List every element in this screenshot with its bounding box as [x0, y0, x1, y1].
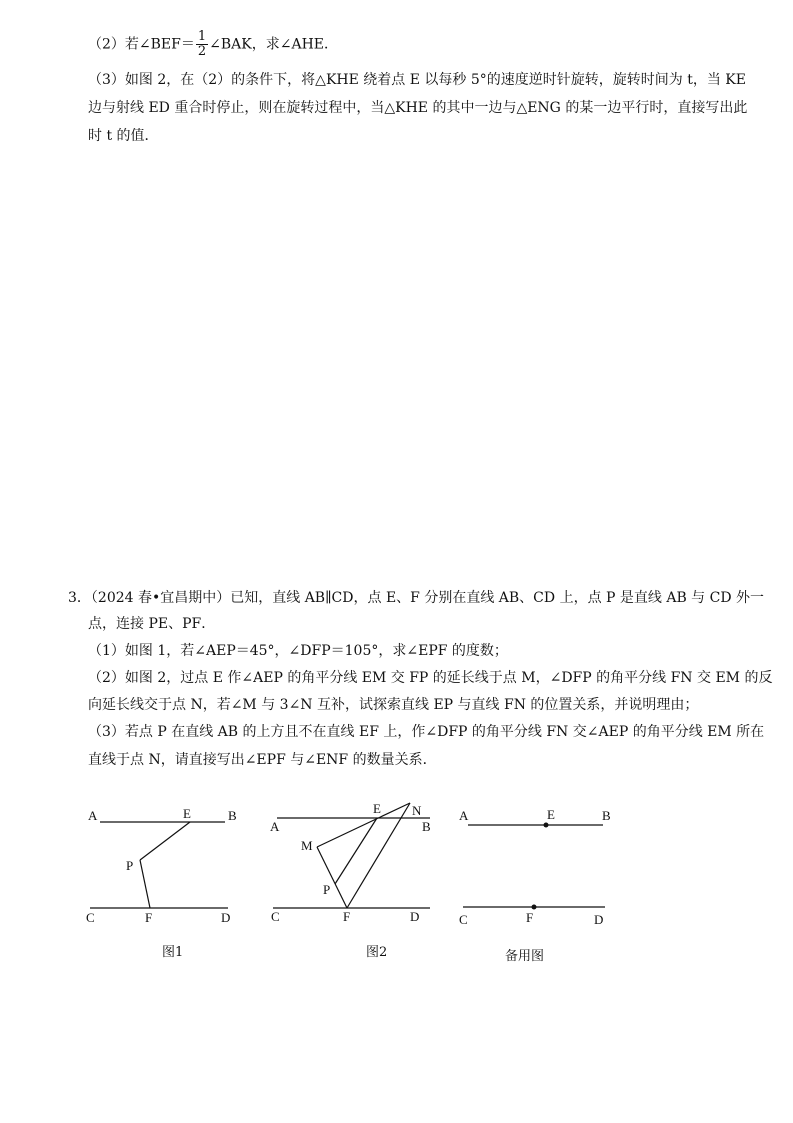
segment-fn — [347, 803, 410, 908]
label-f: F — [526, 910, 534, 925]
label-a: A — [88, 808, 98, 823]
label-c: C — [271, 909, 280, 924]
segment-mn — [317, 803, 410, 847]
question3-line-1: 3．（2024 春•宜昌期中）已知，直线 AB∥CD，点 E、F 分别在直线 AB、CD 上，点 P 是直线 AB 与 CD 外一 — [68, 590, 765, 606]
label-c: C — [459, 912, 468, 927]
label-d: D — [594, 912, 604, 927]
label-d: D — [410, 909, 420, 924]
label-b: B — [228, 808, 237, 823]
label-a: A — [459, 808, 469, 823]
label-d: D — [221, 910, 231, 925]
label-a: A — [270, 819, 280, 834]
backup-figure-caption: 备用图 — [505, 949, 545, 964]
question3-line-3: （1）如图 1，若∠AEP＝45°，∠DFP＝105°，求∠EPF 的度数； — [88, 643, 508, 659]
point-f — [532, 905, 537, 910]
point-e — [544, 823, 549, 828]
fraction-one-half: $\frac{1}{2}$ — [197, 29, 207, 59]
segment-pf — [140, 860, 150, 908]
label-e: E — [547, 807, 555, 822]
label-b: B — [422, 819, 431, 834]
label-e: E — [373, 801, 381, 816]
figure-2-caption: 图2 — [366, 945, 388, 960]
label-n: N — [412, 803, 422, 818]
label-e: E — [183, 806, 191, 821]
question3-line-7: 直线于点 N，请直接写出∠EPF 与∠ENF 的数量关系． — [88, 752, 437, 768]
part3-line-2: 边与射线 ED 重合时停止，则在旋转过程中，当△KHE 的其中一边与△ENG 的某一边平行时，直接写出此 — [88, 100, 748, 116]
question3-line-6: （3）若点 P 在直线 AB 的上方且不在直线 EF 上，作∠DFP 的角平分线 FN 交∠AEP 的角平分线 EM 所在 — [88, 724, 765, 740]
part2-prefix: （2）若∠BEF＝ — [88, 36, 195, 53]
label-f: F — [343, 909, 351, 924]
question3-line-2: 点，连接 PE、PF． — [88, 616, 216, 632]
label-m: M — [301, 838, 313, 853]
question3-line-5: 向延长线交于点 N，若∠M 与 3∠N 互补，试探索直线 EP 与直线 FN 的位置关系，并说明理由； — [88, 697, 699, 713]
label-b: B — [602, 808, 611, 823]
label-p: P — [126, 858, 134, 873]
label-f: F — [145, 910, 153, 925]
figure-1-caption: 图1 — [162, 945, 184, 960]
segment-ep — [140, 822, 190, 860]
question3-line-4: （2）如图 2，过点 E 作∠AEP 的角平分线 EM 交 FP 的延长线于点 M，∠DFP 的角平分线 FN 交 EM 的反 — [88, 670, 773, 686]
segment-mf — [317, 847, 347, 908]
figure-1-diagram — [80, 800, 250, 930]
part3-line-1: （3）如图 2，在（2）的条件下，将△KHE 绕着点 E 以每秒 5°的速度逆时针旋转，旋转时间为 t，当 KE — [88, 72, 746, 88]
figure-2-diagram — [265, 795, 445, 930]
part3-line-3: 时 t 的值． — [88, 128, 159, 144]
part2-line — [88, 30, 338, 59]
backup-figure-diagram — [455, 800, 625, 930]
part2-suffix: ∠BAK，求∠AHE． — [209, 36, 338, 53]
label-c: C — [86, 910, 95, 925]
label-p: P — [323, 882, 331, 897]
